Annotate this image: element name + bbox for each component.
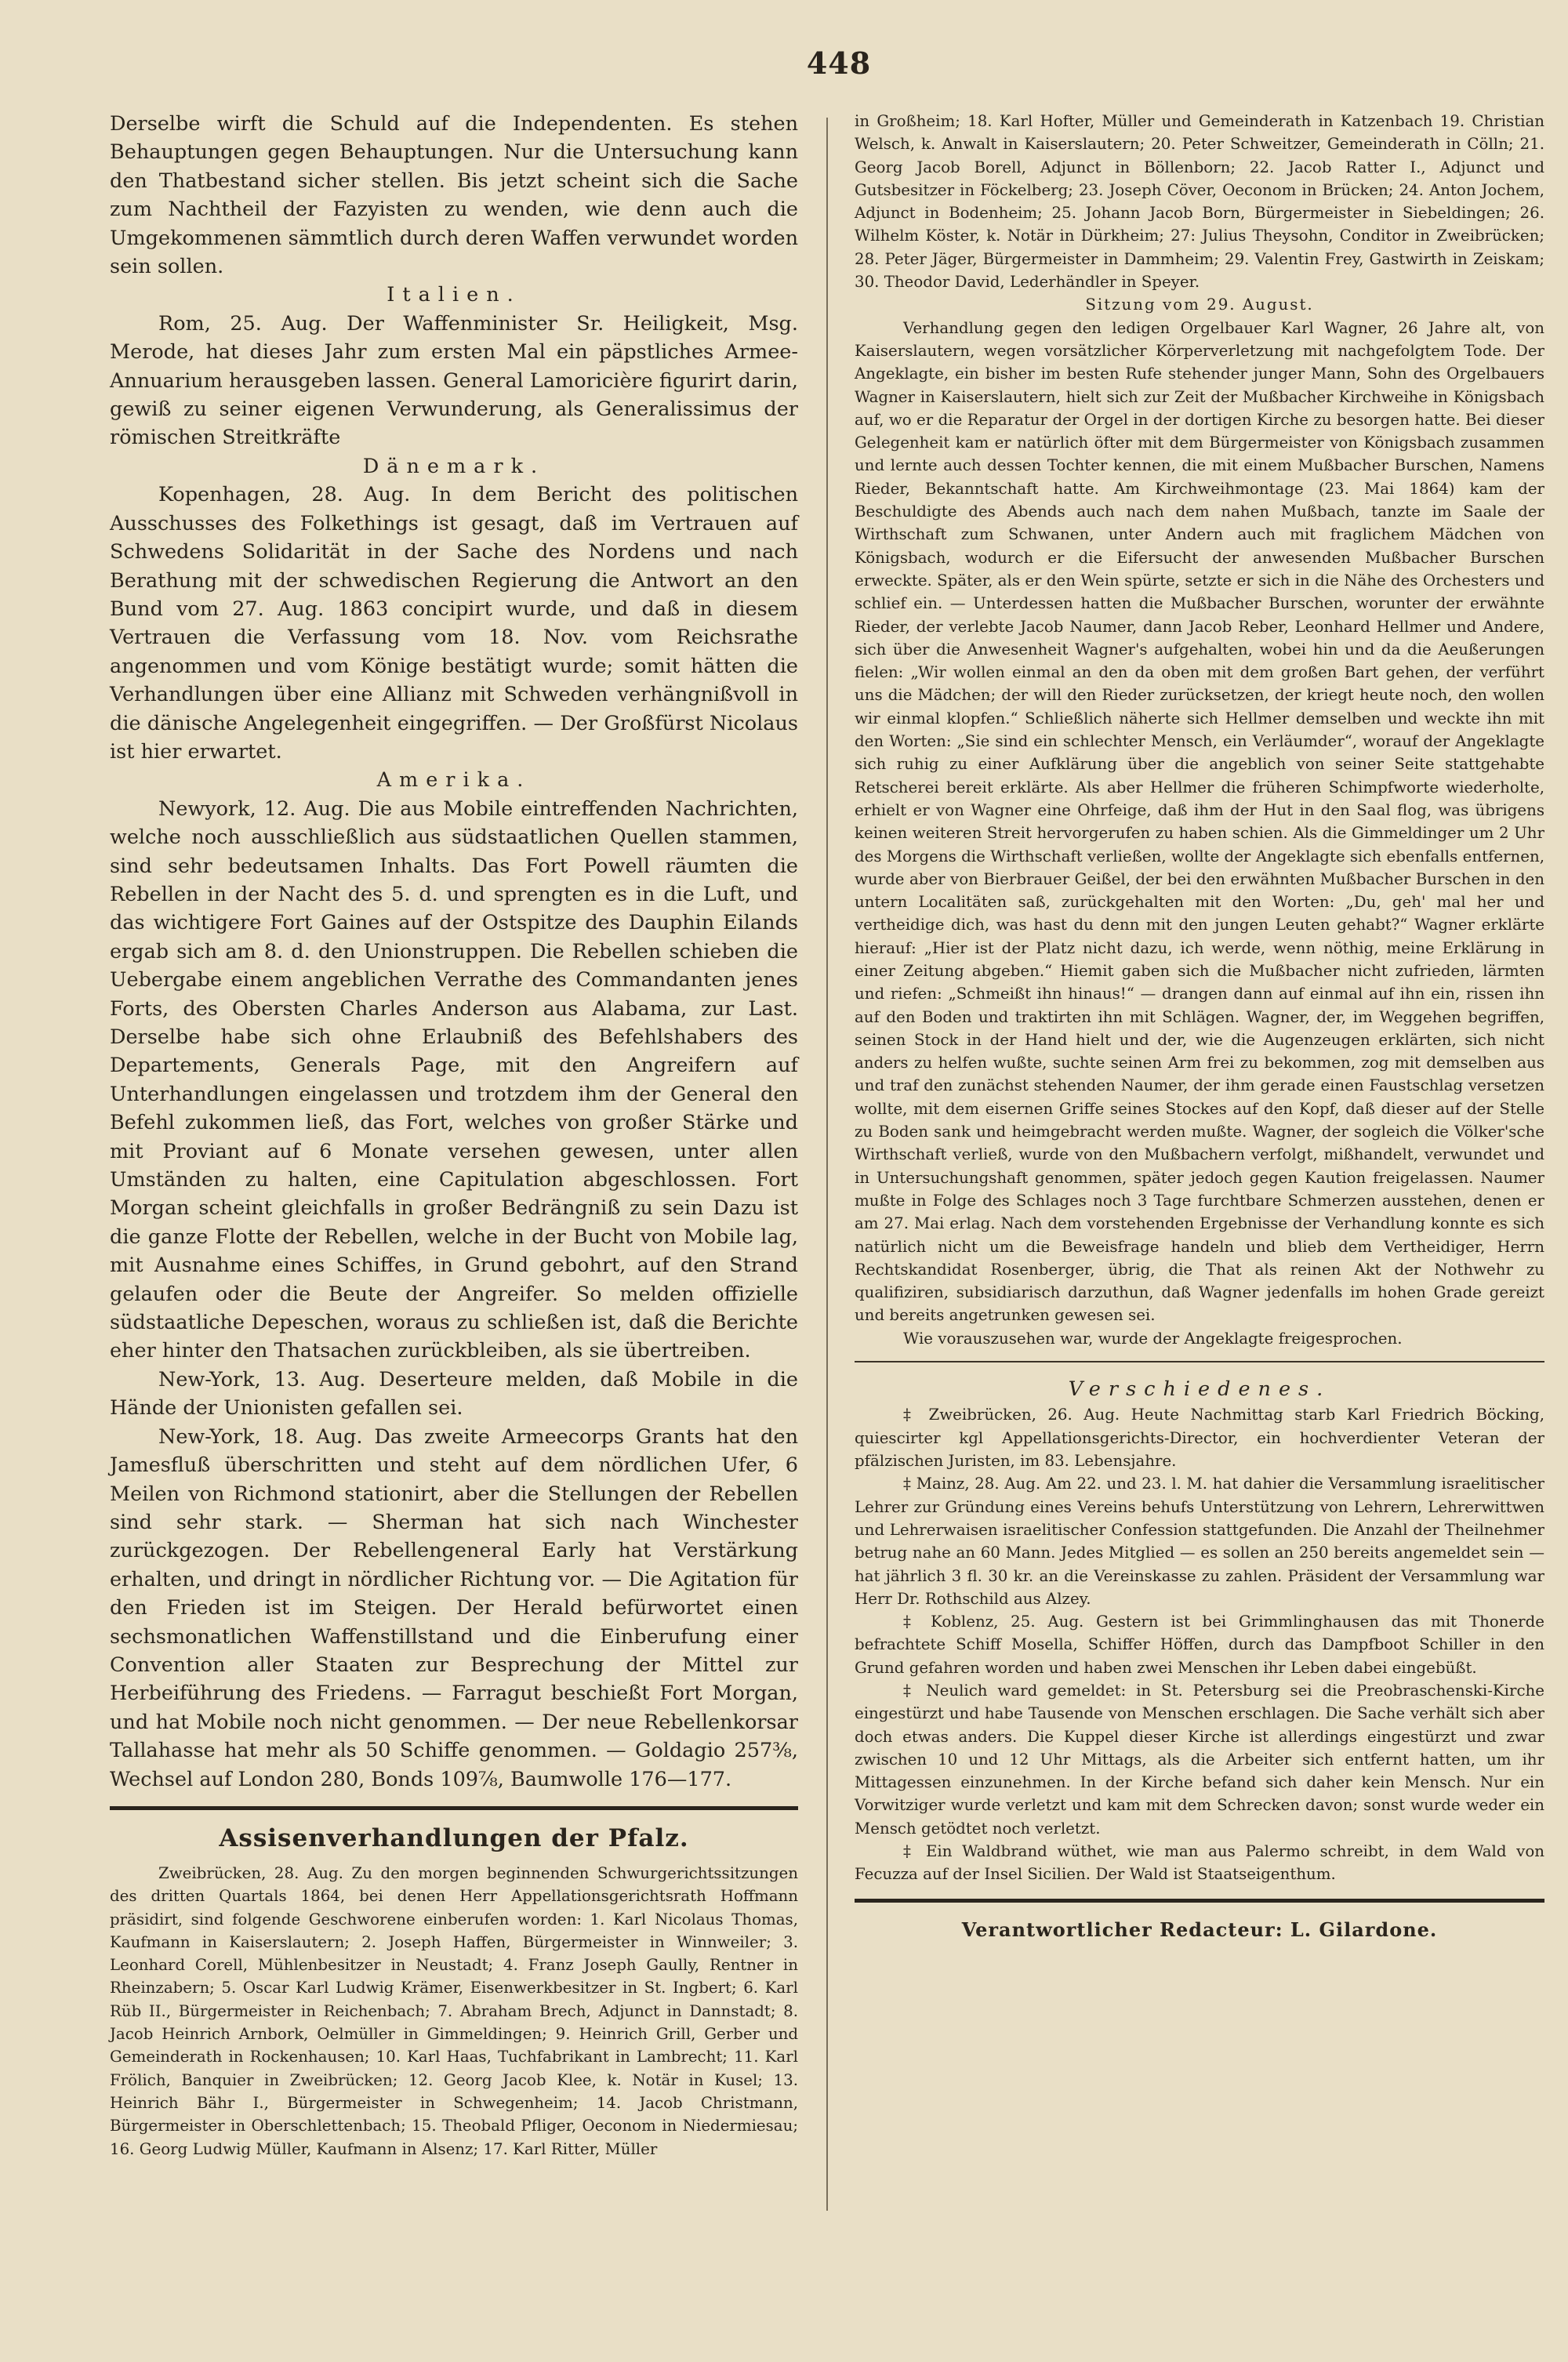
item-koblenz: ‡ Koblenz, 25. Aug. Gestern ist bei Grimmlinghausen das mit Thonerde befrachtete Schiff Mosella, Schiffer Höffen, durch das Dampfboot Schiller in den Grund gefahren worden und haben zwei Menschen ihr Leben dabei eingebüßt. xyxy=(855,1613,1544,1677)
editor-line: Verantwortlicher Redacteur: L. Gilardone. xyxy=(961,1918,1438,1941)
item-waldbrand: ‡ Ein Waldbrand wüthet, wie man aus Palermo schreibt, in dem Wald von Fecuzza auf der Insel Sicilien. Der Wald ist Staatseigenthum. xyxy=(855,1842,1544,1884)
article-rom: Rom, 25. Aug. Der Waffenminister Sr. Heiligkeit, Msg. Merode, hat dieses Jahr zum ersten Mal ein päpstliches Armee-Annuarium herausgeben lassen. General Lamoricière figurirt darin, gewiß zu seiner eigenen Verwunderung, als Generalissimus der römischen Streitkräfte xyxy=(110,311,798,450)
heading-daenemark: Dänemark. xyxy=(362,454,546,478)
jurors-continued: in Großheim; 18. Karl Hofter, Müller und Gemeinderath in Katzenbach 19. Christian Welsch, k. Anwalt in Kaiserslautern; 20. Peter Schweitzer, Gemeinderath in Cölln; 21. Georg Jacob Borell, Adjunct in Böllenborn; 22. Jacob Ratter I., Adjunct und Gutsbesitzer in Föckelberg; 23. Joseph Cöver, Oeconom in Brücken; 24. Anton Jochem, Adjunct in Bodenheim; 25. Johann Jacob Born, Bürgermeister in Siebeldingen; 26. Wilhelm Köster, k. Notär in Dürkheim; 27: Julius Theysohn, Conditor in Zweibrücken; 28. Peter Jäger, Bürgermeister in Dammheim; 29. Valentin Frey, Gastwirth in Zeiskam; 30. Theodor David, Lederhändler in Speyer. xyxy=(855,112,1544,292)
article-verhandlung: Verhandlung gegen den ledigen Orgelbauer Karl Wagner, 26 Jahre alt, von Kaiserslautern, wegen vorsätzlicher Körperverletzung mit nachgefolgtem Tode. Der Angeklagte, ein bisher im besten Rufe stehender junger Mann, Sohn des Orgelbauers Wagner in Kaiserslautern, hielt sich zur Zeit der Mußbacher Kirchweihe in Königsbach auf, wo er die Reparatur der Orgel in der dortigen Kirche zu besorgen hatte. Bei dieser Gelegenheit kam er natürlich öfter mit dem Bürgermeister von Königsbach zusammen und lernte auch dessen Tochter kennen, die mit einem Mußbacher Burschen, Namens Rieder, Bekanntschaft hatte. Am Kirchweihmontage (23. Mai 1864) kam der Beschuldigte des Abends auch nach dem nahen Mußbach, tanzte im Saale der Wirthschaft zum Schwanen, unter Andern auch mit fraglichem Mädchen von Königsbach, wodurch er die Eifersucht der anwesenden Mußbacher Burschen erweckte. Später, als er den Wein spürte, setzte er sich in die Nähe des Orchesters und schlief ein. — Unterdessen hatten die Mußbacher Burschen, worunter der erwähnte Rieder, der verlebte Jacob Naumer, dann Jacob Reber, Leonhard Hellmer und Andere, sich über die Anwesenheit Wagner's aufgehalten, wobei hin und da die Aeußerungen fielen: „Wir wollen einmal an den da oben mit dem großen Bart gehen, der verführt uns die Mädchen; der will den Rieder zurücksetzen, der kriegt heute noch, den wollen wir einmal klopfen.“ Schließlich näherte sich Hellmer demselben und weckte ihn mit den Worten: „Sie sind ein schlechter Mensch, ein Verläumder“, worauf der Angeklagte sich ruhig zu einer Aufklärung über die angeblich von seiner Seite stattgehabte Retscherei bereit erklärte. Als aber Hellmer die früheren Schimpfworte wiederholte, erhielt er von Wagner eine Ohrfeige, daß ihm der Hut in den Saal flog, was übrigens keinen weiteren Streit hervorgerufen zu haben schien. Als die Gimmeldinger um 2 Uhr des Morgens die Wirthschaft verließen, wollte der Angeklagte sich ebenfalls entfernen, wurde aber von Bierbrauer Geißel, der bei den erwähnten Mußbacher Burschen in den untern Localitäten saß, zurückgehalten mit den Worten: „Du, geh' mal her und vertheidige dich, was hast du denn mit den jungen Leuten gehabt?“ Wagner erklärte hierauf: „Hier ist der Platz nicht dazu, ich werde, wenn nöthig, meine Erklärung in einer Zeitung abgeben.“ Hiemit gaben sich die Mußbacher nicht zufrieden, lärmten und riefen: „Schmeißt ihn hinaus!“ — drangen dann auf einmal auf ihn ein, rissen ihn auf den Boden und traktirten ihn mit Schlägen. Wagner, der, im Weggehen begriffen, seinen Stock in der Hand hielt und der, wie die Augenzeugen erklärten, sich nicht anders zu helfen wußte, suchte seinen Arm frei zu bekommen, zog mit demselben aus und traf den zunächst stehenden Naumer, der ihm gerade einen Faustschlag versetzen wollte, mit dem eisernen Griffe seines Stockes auf den Kopf, daß dieser auf der Stelle zu Boden sank und heimgebracht werden mußte. Wagner, der sogleich die Völker'sche Wirthschaft verließ, wurde von den Mußbachern verfolgt, mißhandelt, verwundet und in Untersuchungshaft genommen, später jedoch gegen Kaution freigelassen. Naumer mußte in Folge des Schlages noch 3 Tage furchtbare Schmerzen ausstehen, denen er am 27. Mai erlag. Nach dem vorstehenden Ergebnisse der Verhandlung konnte es sich natürlich nicht um die Beweisfrage handeln und blieb dem Vertheidiger, Herrn Rechtskandidat Rosenberger, übrig, die That als reinen Akt der Nothwehr zu qualifiziren, subsidiarisch darzuthun, daß Wagner jedenfalls im hohen Grade gereizt und bereits angetrunken gewesen sei. xyxy=(855,318,1544,1325)
item-zweibruecken: ‡ Zweibrücken, 26. Aug. Heute Nachmittag starb Karl Friedrich Böcking, quiescirter kgl Appellationsgerichts-Director, ein hochverdienter Veteran der pfälzischen Juristen, im 83. Lebensjahre. xyxy=(855,1406,1544,1471)
item-mainz: ‡ Mainz, 28. Aug. Am 22. und 23. l. M. hat dahier die Versammlung israelitischer Lehrer zur Gründung eines Vereins behufs Unterstützung von Lehrern, Lehrerwittwen und Lehrerwaisen israelitischer Confession stattgefunden. Die Anzahl der Theilnehmer betrug nahe an 60 Mann. Jedes Mitglied — es sollen an 250 bereits angemeldet sein — hat jährlich 3 fl. 30 kr. an die Vereinskasse zu zahlen. Präsident der Versammlung war Herr Dr. Rothschild aus Alzey. xyxy=(855,1475,1544,1608)
article-assisen: Zweibrücken, 28. Aug. Zu den morgen beginnenden Schwurgerichtssitzungen des dritten Quartals 1864, bei denen Herr Appellationsgerichtsrath Hoffmann präsidirt, sind folgende Geschworene einberufen worden: 1. Karl Nicolaus Thomas, Kaufmann in Kaiserslautern; 2. Joseph Haffen, Bürgermeister in Winnweiler; 3. Leonhard Corell, Mühlenbesitzer in Neustadt; 4. Franz Joseph Gaully, Rentner in Rheinzabern; 5. Oscar Karl Ludwig Krämer, Eisenwerkbesitzer in St. Ingbert; 6. Karl Rüb II., Bürgermeister in Reichenbach; 7. Abraham Brech, Adjunct in Dannstadt; 8. Jacob Heinrich Arnbork, Oelmüller in Gimmeldingen; 9. Heinrich Grill, Gerber und Gemeinderath in Rockenhausen; 10. Karl Haas, Tuchfabrikant in Lambrecht; 11. Karl Frölich, Banquier in Zweibrücken; 12. Georg Jacob Klee, k. Notär in Kusel; 13. Heinrich Bähr I., Bürgermeister in Schwegenheim; 14. Jacob Christmann, Bürgermeister in Oberschlettenbach; 15. Theobald Pfliger, Oeconom in Niedermiesau; 16. Georg Ludwig Müller, Kaufmann in Alsenz; 17. Karl Ritter, Müller xyxy=(110,1863,798,2158)
section-divider xyxy=(110,1806,798,1810)
heading-verschiedenes: Verschiedenes. xyxy=(1068,1377,1331,1402)
heading-italien: Italien. xyxy=(387,283,521,307)
heading-assisen: Assisenverhandlungen der Pfalz. xyxy=(219,1823,689,1852)
heading-sitzung: Sitzung vom 29. August. xyxy=(1085,296,1314,314)
article-newyork-13: New-York, 13. Aug. Deserteure melden, daß Mobile in die Hände der Unionisten gefallen sei. xyxy=(110,1367,798,1420)
right-column xyxy=(855,110,1544,1941)
page-number: 448 xyxy=(806,45,872,81)
footer-divider xyxy=(855,1899,1544,1903)
article-newyork-12: Newyork, 12. Aug. Die aus Mobile eintreffenden Nachrichten, welche noch ausschließlich aus südstaatlichen Quellen stammen, sind sehr bedeutsamen Inhalts. Das Fort Powell räumten die Rebellen in der Nacht des 5. d. und sprengten es in die Luft, und das wichtigere Fort Gaines auf der Ostspitze des Dauphin Eilands ergab sich am 8. d. den Unionstruppen. Die Rebellen schieben die Uebergabe einem angeblichen Verrathe des Commandanten jenes Forts, des Obersten Charles Anderson aus Alabama, zur Last. Derselbe habe sich ohne Erlaubniß des Befehlshabers des Departements, Generals Page, mit den Angreifern auf Unterhandlungen eingelassen und trotzdem ihm der General den Befehl zukommen ließ, das Fort, welches von großer Stärke und mit Proviant auf 6 Monate versehen gewesen, unter allen Umständen zu halten, eine Capitulation abgeschlossen. Fort Morgan scheint gleichfalls in großer Bedrängniß zu sein Dazu ist die ganze Flotte der Rebellen, welche in der Bucht von Mobile lag, mit Ausnahme eines Schiffes, in Grund gebohrt, auf den Strand gelaufen oder die Beute der Angreifer. So melden offizielle südstaatliche Depeschen, woraus zu schließen ist, daß die Berichte eher hinter den Thatsachen zurückbleiben, als sie übertreiben. xyxy=(110,796,798,1363)
section-divider xyxy=(855,1361,1544,1362)
article-kopenhagen: Kopenhagen, 28. Aug. In dem Bericht des politischen Ausschusses des Folkethings ist gesagt, daß im Vertrauen auf Schwedens Solidarität in der Sache des Nordens und nach Berathung mit der schwedischen Regierung die Antwort an den Bund vom 27. Aug. 1863 concipirt wurde, und daß in diesem Vertrauen die Verfassung vom 18. Nov. vom Reichsrathe angenommen und vom Könige bestätigt wurde; somit hätten die Verhandlungen über eine Allianz mit Schweden verhängnißvoll in die dänische Angelegenheit eingegriffen. — Der Großfürst Nicolaus ist hier erwartet. xyxy=(110,483,798,764)
intro-paragraph: Derselbe wirft die Schuld auf die Independenten. Es stehen Behauptungen gegen Behauptungen. Nur die Untersuchung kann den Thatbestand sicher stellen. Bis jetzt scheint sich die Sache zum Nachtheil der Fazyisten zu wenden, wie denn auch die Umgekommenen sämmtlich durch deren Waffen verwundet worden sein sollen. xyxy=(110,112,798,279)
item-petersburg: ‡ Neulich ward gemeldet: in St. Petersburg sei die Preobraschenski-Kirche eingestürzt und habe Tausende von Menschen erschlagen. Die Sache verhält sich aber doch etwas anders. Die Kuppel dieser Kirche ist allerdings eingestürzt und zwar zwischen 10 und 12 Uhr Mittags, als die Arbeiter sich entfernt hatten, um ihr Mittagessen einzunehmen. In der Kirche befand sich daher kein Mensch. Nur ein Vorwitziger wurde verletzt und kam mit dem Schrecken davon; sonst wurde weder ein Mensch getödtet noch verletzt. xyxy=(855,1682,1544,1838)
heading-amerika: Amerika. xyxy=(376,768,532,793)
left-column xyxy=(110,110,798,2161)
article-newyork-18: New-York, 18. Aug. Das zweite Armeecorps Grants hat den Jamesfluß überschritten und steht auf dem nördlichen Ufer, 6 Meilen von Richmond stationirt, aber die Stellungen der Rebellen sind sehr stark. — Sherman hat sich nach Winchester zurückgezogen. Der Rebellengeneral Early hat Verstärkung erhalten, und dringt in nördlicher Richtung vor. — Die Agitation für den Frieden ist im Steigen. Der Herald befürwortet einen sechsmonatlichen Waffenstillstand und die Einberufung einer Convention aller Staaten zur Besprechung der Mittel zur Herbeiführung des Friedens. — Farragut beschießt Fort Morgan, und hat Mobile noch nicht genommen. — Der neue Rebellenkorsar Tallahasse hat mehr als 50 Schiffe genommen. — Goldagio 257⅜, Wechsel auf London 280, Bonds 109⅞, Baumwolle 176—177. xyxy=(110,1424,798,1791)
column-divider xyxy=(826,118,828,2211)
verdict: Wie vorauszusehen war, wurde der Angeklagte freigesprochen. xyxy=(903,1329,1403,1348)
